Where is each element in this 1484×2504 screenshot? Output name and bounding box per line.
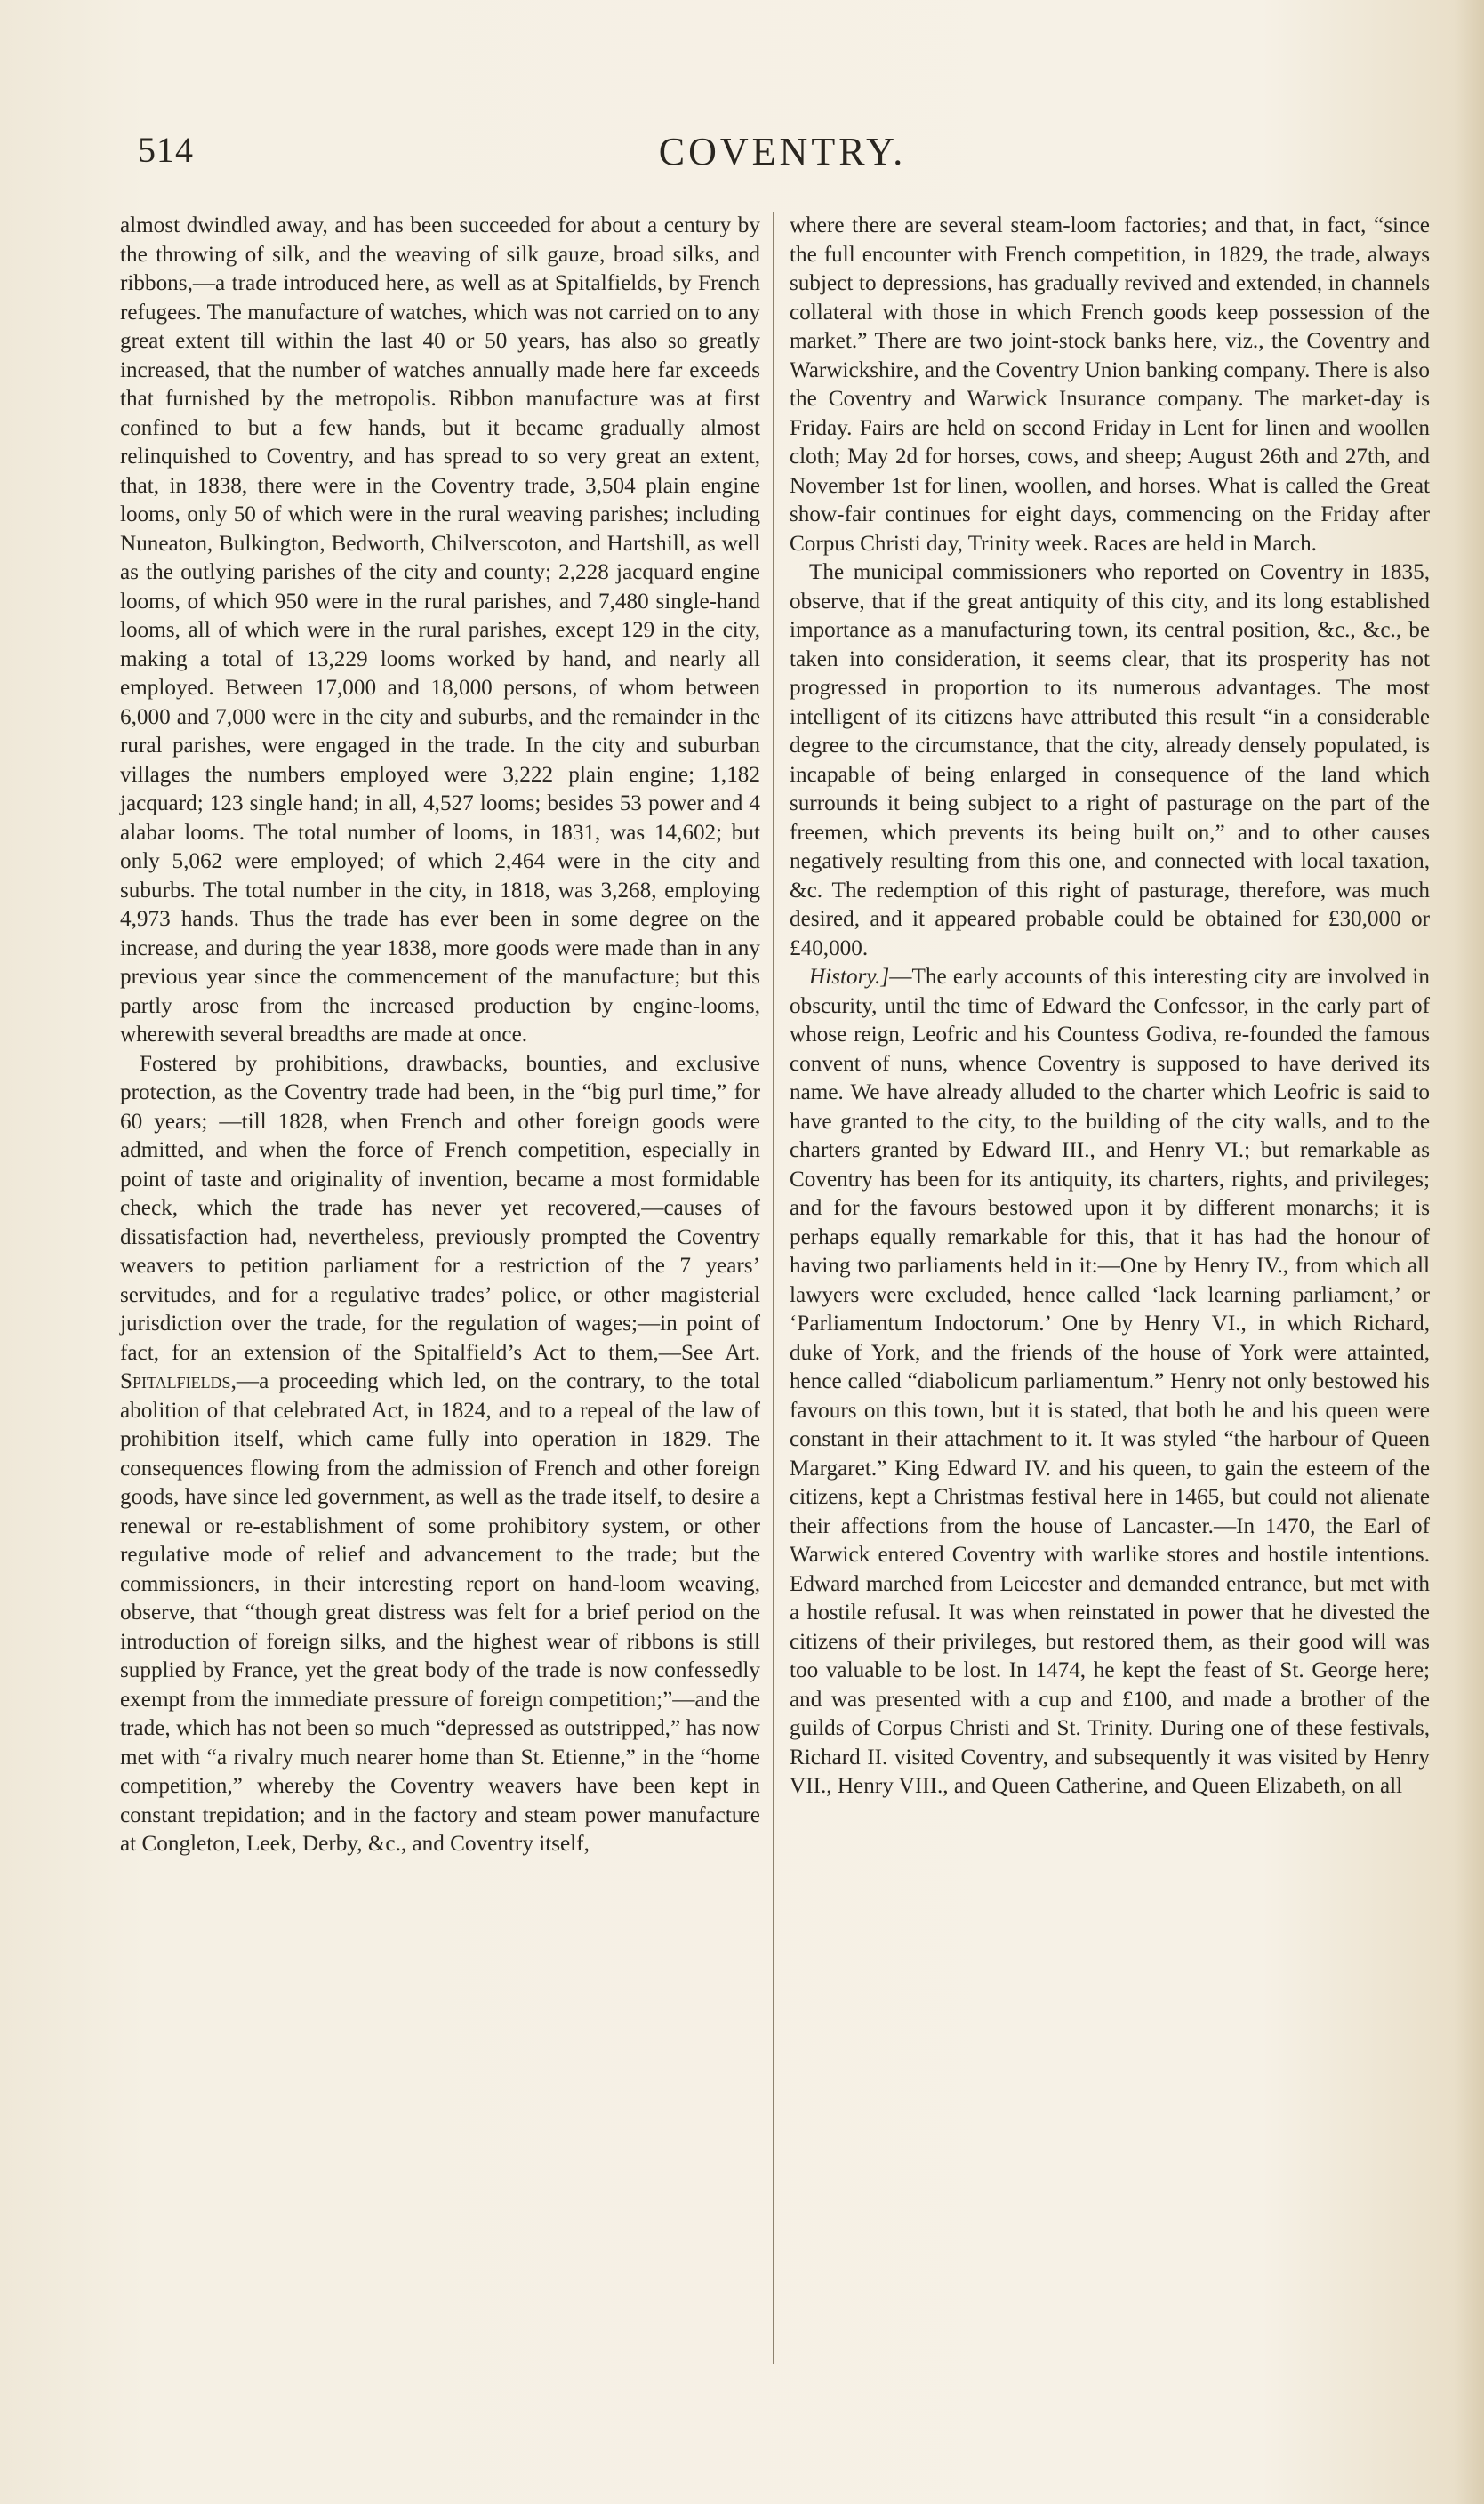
left-paragraph-1: almost dwindled away, and has been succeeded for about a century by the throwing of silk, and the weaving of silk gauze, broad silks, and ribbons,—a trade introduced here, as well as at Spitalfields, by French refugees. The manufacture of watches, which was not carried on to any great extent till within the last 40 or 50 years, has also so greatly increased, that the number of watches annually made here far exceeds that furnished by the metropolis. Ribbon manufacture was at first confined to but a few hands, but it became gradually almost relinquished to Coventry, and has spread to so very great an extent, that, in 1838, there were in the Coventry trade, 3,504 plain engine looms, only 50 of which were in the rural weaving parishes; including Nuneaton, Bulkington, Bedworth, Chilverscoton, and Hartshill, as well as the outlying parishes of the city and county; 2,228 jacquard engine looms, of which 950 were in the rural parishes, and 7,480 single-hand looms, all of which were in the rural parishes, except 129 in the city, making a total of 13,229 looms worked by hand, and nearly all employed. Between 17,000 and 18,000 persons, of whom between 6,000 and 7,000 were in the city and suburbs, and the remainder in the rural parishes, were engaged in the trade. In the city and suburban villages the numbers employed were 3,222 plain engine; 1,182 jacquard; 123 single hand; in all, 4,527 looms; besides 53 power and 4 alabar looms. The total number of looms, in 1831, was 14,602; but only 5,062 were employed; of which 2,464 were in the city and suburbs. The total number in the city, in 1818, was 3,268, employing 4,973 hands. Thus the trade has ever been in some degree on the increase, and during the year 1838, more goods were made than in any previous year since the commencement of the manufacture; but this partly arose from the increased production by engine-looms, wherewith several breadths are made at once. bbox=[120, 213, 760, 1047]
left-paragraph-2-part-a: Fostered by prohibitions, drawbacks, bounties, and exclusive protection, as the Coventry trade had been, in the “big purl time,” for 60 years; —till 1828, when French and other foreign goods were admitted, and when the force of French competition, especially in point of taste and originality of invention, became a most formidable check, which the trade has never yet recovered,—causes of dissatisfaction had, nevertheless, previously prompted the Coventry weavers to petition parliament for a restriction of the 7 years’ servitudes, and for a regulative trades’ police, or other magisterial jurisdiction over the trade, for the regulation of wages;—in point of fact, for an extension of the Spitalfield’s Act to them,—See Art. bbox=[120, 1051, 760, 1365]
right-paragraph-3 bbox=[790, 963, 1430, 1802]
history-heading: History.] bbox=[809, 965, 890, 989]
page-header bbox=[138, 129, 1427, 182]
right-paragraph-2: The municipal commissioners who reported on Coventry in 1835, observe, that if the great antiquity of this city, and its long established importance as a manufacturing town, its central position, &c., &c., be taken into consideration, it seems clear, that its prosperity has not progressed in proportion to its numerous advantages. The most intelligent of its citizens have attributed this result “in a considerable degree to the circumstance, that the city, already densely populated, is incapable of being enlarged in consequence of the land which surrounds it being subject to a right of pasturage on the part of the freemen, which prevents its being built on,” and to other causes negatively resulting from this one, and connected with local taxation, &c. The redemption of this right of pasturage, therefore, was much desired, and it appeared probable could be obtained for £30,000 or £40,000. bbox=[790, 560, 1430, 960]
left-paragraph-2-part-b: ,—a proceeding which led, on the contrary, to the total abolition of that celebrated Act, in 1824, and to a repeal of the law of prohibition itself, which came fully into operation in 1829. The consequences flowing from the admission of French and other foreign goods, have since led government, as well as the trade itself, to desire a renewal or re-establishment of some prohibitory system, or other regulative mode of relief and advancement to the trade; but the commissioners, in their interesting report on hand-loom weaving, observe, that “though great distress was felt for a brief period on the introduction of foreign silks, and the highest wear of ribbons is still supplied by France, yet the great body of the trade is now confessedly exempt from the immediate pressure of foreign competition;”—and the trade, which has not been so much “depressed as outstripped,” has now met with “a rivalry much nearer home than St. Etienne,” in the “home competition,” whereby the Coventry weavers have been kept in constant trepidation; and in the factory and steam power manufacture at Congleton, Leek, Derby, &c., and Coventry itself, bbox=[120, 1369, 760, 1856]
history-text: —The early accounts of this interesting city are involved in obscurity, until the time of Edward the Confessor, in the early part of whose reign, Leofric and his Countess Godiva, re-founded the famous convent of nuns, whence Coventry is supposed to have derived its name. We have already alluded to the charter which Leofric is said to have granted to the city, to the building of the city walls, and to the charters granted by Edward III., and Henry VI.; but remarkable as Coventry has been for its antiquity, its charters, rights, and privileges; and for the favours bestowed upon it by different monarchs; it is perhaps equally remarkable for this, that it has had the honour of having two parliaments held in it:—One by Henry IV., from which all lawyers were excluded, hence called ‘lack learning parliament,’ or ‘Parliamentum Indoctorum.’ One by Henry VI., in which Richard, duke of York, and the friends of the house of York were attainted, hence called “diabolicum parliamentum.” Henry not only bestowed his favours on this town, but it is stated, that both he and his queen were constant in their attachment to it. It was styled “the harbour of Queen Margaret.” King Edward IV. and his queen, to gain the esteem of the citizens, kept a Christmas festival here in 1465, but could not alienate their affections from the house of Lancaster.—In 1470, the Earl of Warwick entered Coventry with warlike stores and hostile intentions. Edward marched from Leicester and demanded entrance, but met with a hostile refusal. It was when reinstated in power that he divested the citizens of their privileges, but restored them, as their good will was too valuable to be lost. In 1474, he kept the feast of St. George here; and was presented with a cup and £100, and made a brother of the guilds of Corpus Christi and St. Trinity. During one of these festivals, Richard II. visited Coventry, and subsequently it was visited by Henry VII., Henry VIII., and Queen Catherine, and Queen Elizabeth, on all bbox=[790, 965, 1430, 1798]
page-number: 514 bbox=[138, 130, 194, 170]
left-column bbox=[120, 212, 760, 1859]
column-divider bbox=[773, 212, 774, 2364]
running-title: COVENTRY. bbox=[658, 130, 907, 173]
left-paragraph-2 bbox=[120, 1050, 760, 1859]
cross-reference-spitalfields: Spitalfields bbox=[120, 1369, 231, 1393]
right-paragraph-1: where there are several steam-loom factories; and that, in fact, “since the full encounter with French competition, in 1829, the trade, always subject to depressions, has gradually revived and extended, in channels collateral with those in which French goods keep possession of the market.” There are two joint-stock banks here, viz., the Coventry and Warwickshire, and the Coventry Union banking company. There is also the Coventry and Warwick Insurance company. The market-day is Friday. Fairs are held on second Friday in Lent for linen and woollen cloth; May 2d for horses, cows, and sheep; August 26th and 27th, and November 1st for linen, woollen, and horses. What is called the Great show-fair continues for eight days, commencing on the Friday after Corpus Christi day, Trinity week. Races are held in March. bbox=[790, 213, 1430, 556]
right-column bbox=[790, 212, 1430, 1802]
